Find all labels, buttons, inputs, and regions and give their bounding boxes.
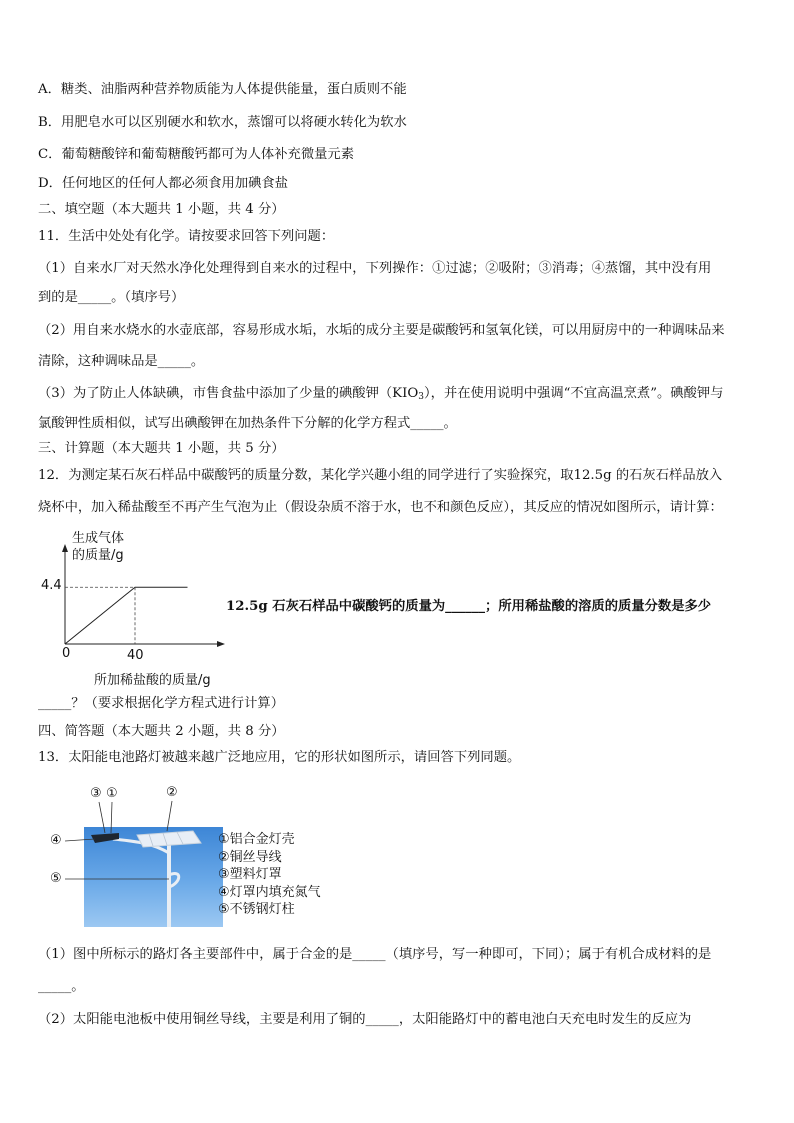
- q12-line1: 12．为测定某石灰石样品中碳酸钙的质量分数，某化学兴趣小组的同学进行了实验探究，取12.5g 的石灰石样品放入: [38, 468, 723, 483]
- chart-y-tick-label: 4.4: [41, 578, 62, 594]
- legend-item: ②铜丝导线: [218, 849, 282, 865]
- legend-item: ③塑料灯罩: [218, 867, 282, 882]
- chart-x-tick-label: 40: [127, 648, 144, 663]
- option-d: D．任何地区的任何人都必须食用加碘食盐: [38, 176, 289, 191]
- q13-stem: 13．太阳能电池路灯被越来越广泛地应用，它的形状如图所示，请回答下列同题。: [38, 750, 521, 765]
- callout-5: ⑤: [50, 871, 62, 886]
- q13-part2-line1: （2）太阳能电池板中使用铜丝导线，主要是利用了铜的_____，太阳能路灯中的蓄电池白天充电时发生的反应为: [38, 1012, 692, 1027]
- callout-1: ①: [106, 786, 118, 801]
- q11-part2-line1: （2）用自来水烧水的水壶底部，容易形成水垢，水垢的成分主要是碳酸钙和氢氧化镁，可以用厨房中的一种调味品来: [38, 323, 725, 338]
- callout-line-4: [65, 839, 95, 841]
- chart-x-axis-arrow: [217, 641, 225, 647]
- q12-beside-chart-text: 12.5g 石灰石样品中碳酸钙的质量为______；所用稀盐酸的溶质的质量分数是多少: [226, 599, 712, 614]
- q11-part3-text-a: （3）为了防止人体缺碘，市售食盐中添加了少量的碘酸钾（KIO: [38, 386, 419, 401]
- section-3-heading: 三、计算题（本大题共 1 小题，共 5 分）: [38, 441, 285, 456]
- callout-4: ④: [50, 833, 62, 848]
- option-b: B．用肥皂水可以区别硬水和软水，蒸馏可以将硬水转化为软水: [38, 115, 407, 130]
- callout-line-2: [167, 801, 172, 831]
- option-c: C．葡萄糖酸锌和葡萄糖酸钙都可为人体补充微量元素: [38, 147, 355, 162]
- q13-part1-line1: （1）图中所标示的路灯各主要部件中，属于合金的是_____（填序号，写一种即可，下同）；属于有机合成材料的是: [38, 947, 712, 962]
- chart-ylabel-line2: 的质量/g: [72, 548, 124, 563]
- chart-series-line: [65, 587, 188, 644]
- callout-line-3: [99, 802, 105, 833]
- q11-part3-line2: 氯酸钾性质相似，试写出碘酸钾在加热条件下分解的化学方程式_____。: [38, 416, 457, 431]
- legend-item: ④灯罩内填充氮气: [218, 884, 321, 900]
- chart-y-axis-arrow: [62, 544, 68, 552]
- q11-part2-line2: 清除，这种调味品是_____。: [38, 354, 205, 369]
- chart-origin-label: 0: [62, 646, 71, 661]
- q12-line2: 烧杯中，加入稀盐酸至不再产生气泡为止（假设杂质不溶于水，也不和颜色反应），其反应的情况如图所示，请计算：: [38, 500, 723, 515]
- q11-part1-line2: 到的是_____。（填序号）: [38, 290, 185, 305]
- legend-item: ①铝合金灯壳: [218, 832, 295, 847]
- solar-panel: [137, 831, 201, 847]
- q13-part1-line2: _____。: [38, 979, 85, 994]
- q11-stem: 11．生活中处处有化学。请按要求回答下列问题：: [38, 229, 335, 244]
- option-a: A．糖类、油脂两种营养物质能为人体提供能量，蛋白质则不能: [38, 82, 407, 97]
- lamp-head: [91, 833, 119, 843]
- q11-part3-text-b: ），并在使用说明中强调“不宜高温烹煮”。碘酸钾与: [424, 386, 724, 401]
- q12-after-chart-text: _____？（要求根据化学方程式进行计算）: [38, 696, 284, 711]
- q11-part3-subscript: 3: [418, 392, 424, 402]
- callout-3: ③: [90, 786, 102, 801]
- callout-line-1: [111, 802, 112, 833]
- gas-mass-chart: [36, 527, 236, 695]
- section-2-heading: 二、填空题（本大题共 1 小题，共 4 分）: [38, 202, 285, 217]
- callout-2: ②: [166, 785, 178, 800]
- q11-part3-line1: [38, 384, 723, 407]
- section-4-heading: 四、简答题（本大题共 2 小题，共 8 分）: [38, 724, 285, 739]
- legend-item: ⑤不锈钢灯柱: [218, 902, 295, 917]
- chart-xlabel: 所加稀盐酸的质量/g: [94, 673, 211, 688]
- lamp-pole: [167, 841, 171, 927]
- chart-ylabel-line1: 生成气体: [72, 531, 125, 546]
- q11-part1-line1: （1）自来水厂对天然水净化处理得到自来水的过程中，下列操作：①过滤；②吸附；③消毒；④蒸馏，其中没有用: [38, 261, 712, 276]
- lamp-legend: [218, 831, 321, 919]
